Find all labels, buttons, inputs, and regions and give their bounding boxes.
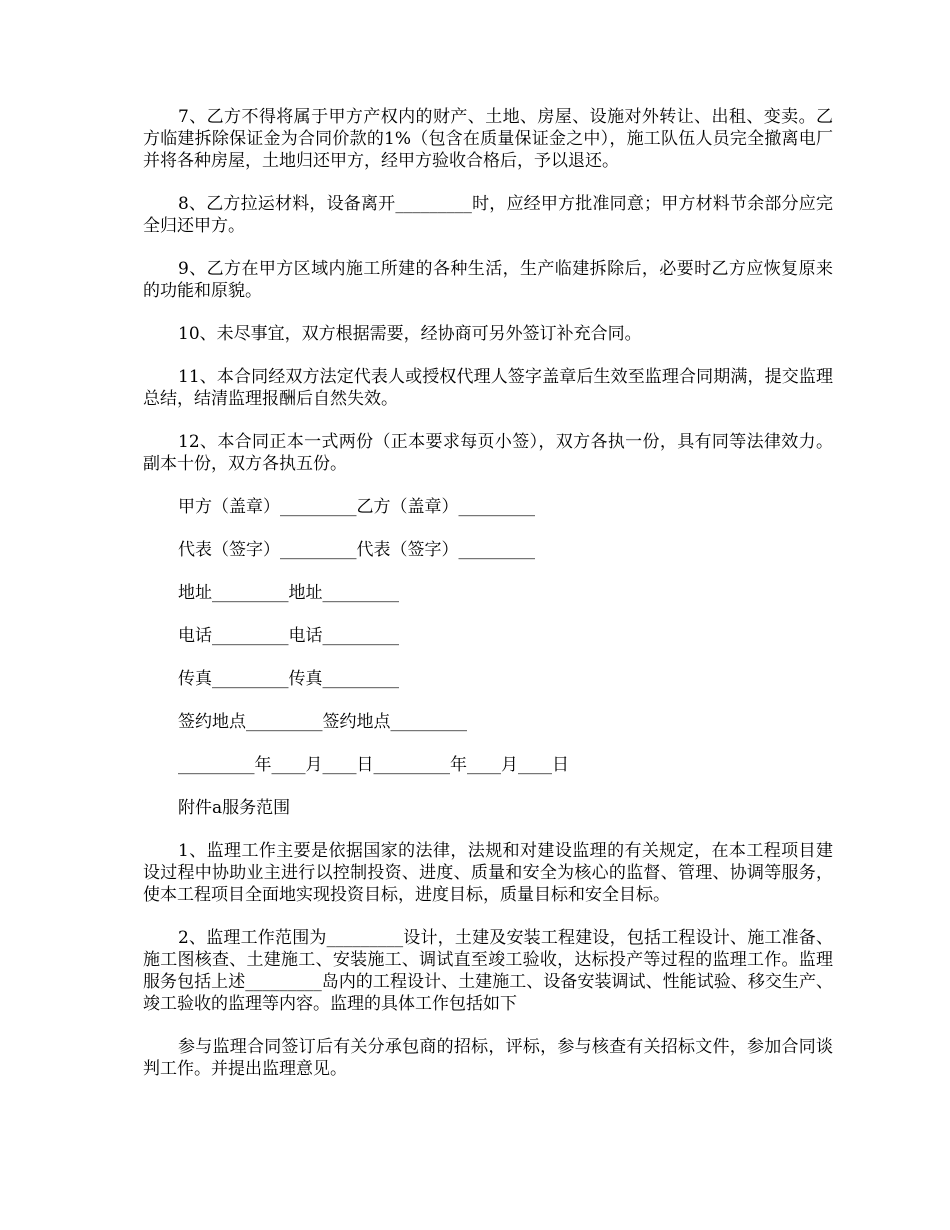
attachment-title: 附件a服务范围 [178,798,291,818]
address-line: 地址_________地址_________ [178,583,399,603]
party-seal-line: 甲方（盖章）_________乙方（盖章）_________ [178,497,535,517]
phone-line: 电话_________电话_________ [178,626,399,646]
signing-place-line: 签约地点_________签约地点_________ [178,712,467,732]
attachment-paragraph: 1、监理工作主要是依据国家的法律，法规和对建设监理的有关规定，在本工程项目建设过程中协助业主进行以控制投资、进度、质量和安全为核心的监督、管理、协调等服务，使本工程项目全面地实现投资目标，进度目标，质量目标和安全目标。 [143,841,833,905]
clause-10: 10、未尽事宜，双方根据需要，经协商可另外签订补充合同。 [178,324,642,344]
representative-signature-line: 代表（签字）_________代表（签字）_________ [178,540,535,560]
fax-line: 传真_________传真_________ [178,669,399,689]
clause-8: 8、乙方拉运材料，设备离开_________时，应经甲方批准同意；甲方材料节余部分应完全归还甲方。 [143,194,833,236]
clause-12: 12、本合同正本一式两份（正本要求每页小签），双方各执一份，具有同等法律效力。副本十份，双方各执五份。 [143,432,833,474]
attachment-paragraph: 参与监理合同签订后有关分承包商的招标，评标，参与核查有关招标文件，参加合同谈判工作。并提出监理意见。 [143,1037,833,1079]
clause-9: 9、乙方在甲方区域内施工所建的各种生活，生产临建拆除后，必要时乙方应恢复原来的功能和原貌。 [143,259,833,301]
document-page [143,106,833,1101]
clause-11: 11、本合同经双方法定代表人或授权代理人签字盖章后生效至监理合同期满，提交监理总结，结清监理报酬后自然失效。 [143,367,833,409]
attachment-paragraph: 2、监理工作范围为_________设计，土建及安装工程建设，包括工程设计、施工准备、施工图核查、土建施工、安装施工、调试直至竣工验收，达标投产等过程的监理工作。监理服务包括上述_________岛内的工程设计、土建施工、设备安装调试、性能试验、移交生产、竣工验收的监理等内容。监理的具体工作包括如下 [143,928,833,1014]
date-line: _________年____月____日_________年____月____日 [178,755,569,775]
clause-7: 7、乙方不得将属于甲方产权内的财产、土地、房屋、设施对外转让、出租、变卖。乙方临建拆除保证金为合同价款的1%（包含在质量保证金之中），施工队伍人员完全撤离电厂并将各种房屋，土地归还甲方，经甲方验收合格后，予以退还。 [143,107,833,171]
